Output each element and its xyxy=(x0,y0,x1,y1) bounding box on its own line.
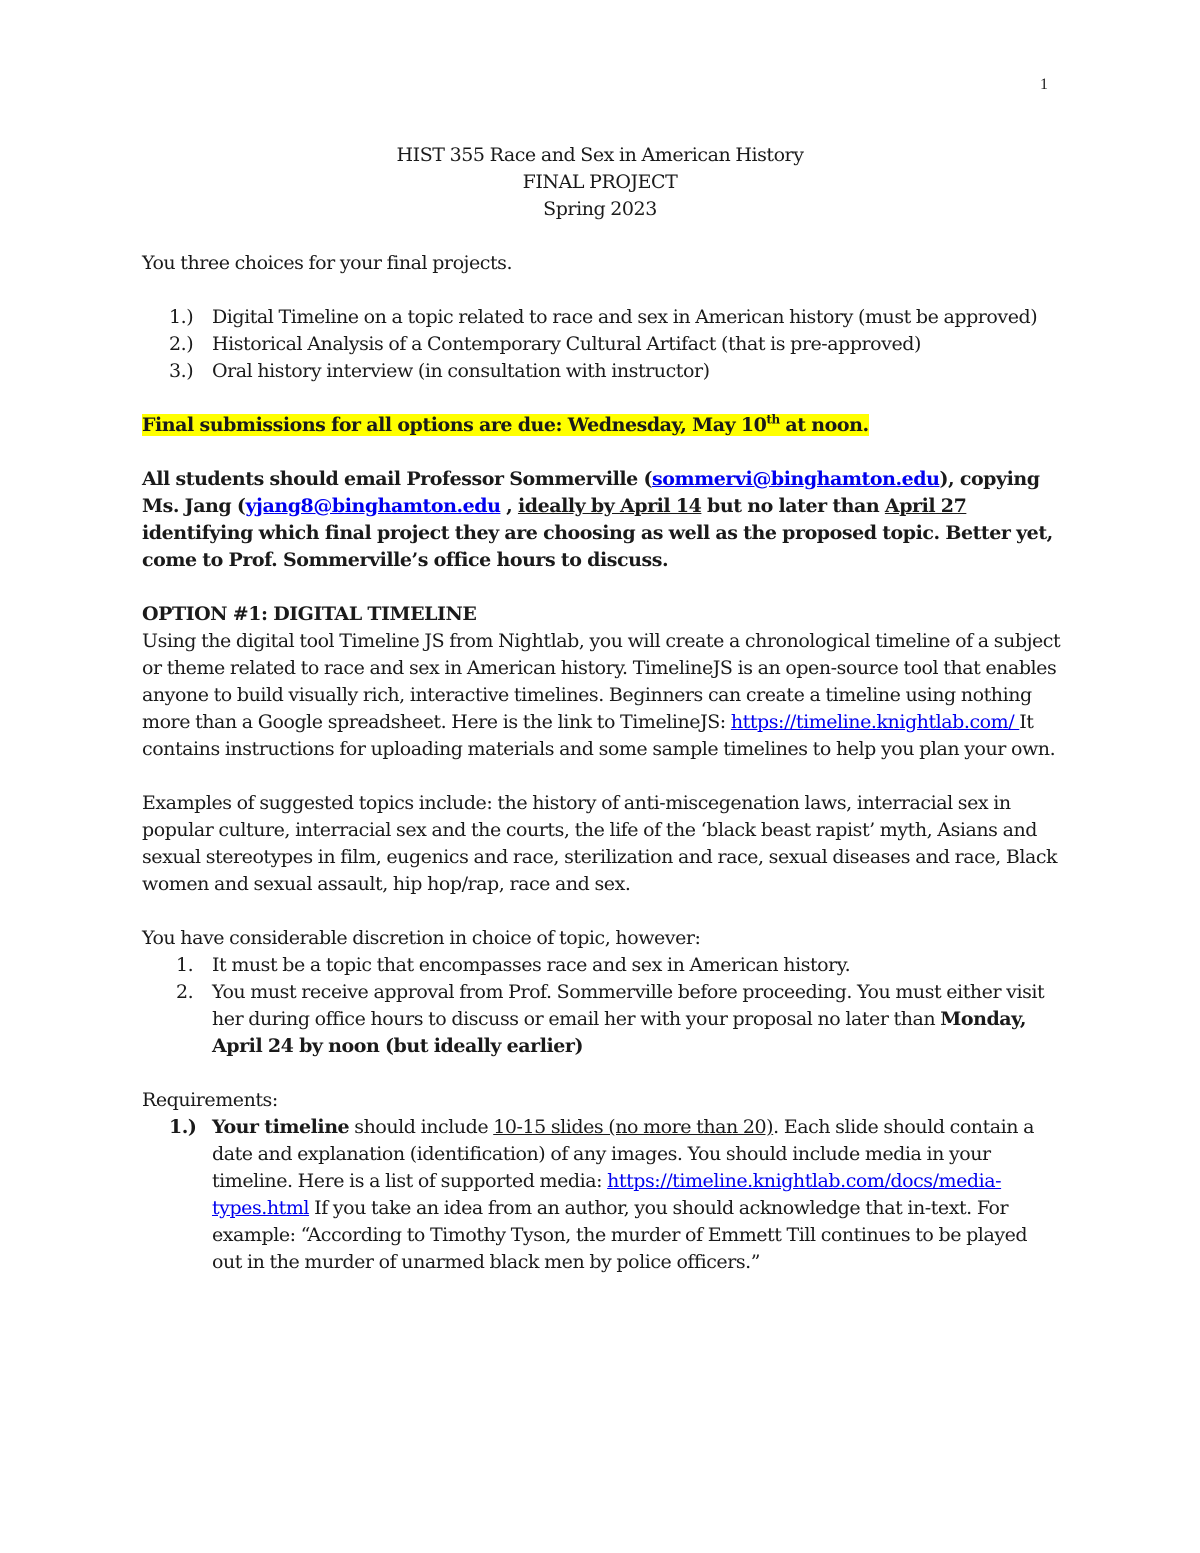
course-title: HIST 355 Race and Sex in American History xyxy=(396,144,804,166)
list-item: 1.) Digital Timeline on a topic related to race and sex in American history (must be approved) xyxy=(169,306,1038,328)
timelinejs-link[interactable]: https://timeline.knightlab.com/ xyxy=(730,711,1020,733)
choices-list xyxy=(142,304,1062,385)
requirements-label: Requirements: xyxy=(142,1089,278,1111)
term: Spring 2023 xyxy=(543,198,657,220)
list-item: 2. You must receive approval from Prof. Sommerville before proceeding. You must either visit her during office hours to discuss or email her with your proposal no later than Monday, April 24 by noon (but ideally earlier) xyxy=(176,981,1045,1057)
deadline-notice: Final submissions for all options are due: Wednesday, May 10th at noon. xyxy=(142,412,869,436)
project-title: FINAL PROJECT xyxy=(522,171,678,193)
choice-text: Oral history interview (in consultation with instructor) xyxy=(212,360,710,382)
choice-text: Historical Analysis of a Contemporary Cultural Artifact (that is pre-approved) xyxy=(212,333,921,355)
intro-text: You three choices for your final projects. xyxy=(142,252,513,274)
list-item: 2.) Historical Analysis of a Contemporary Cultural Artifact (that is pre-approved) xyxy=(169,333,921,355)
document-body xyxy=(142,142,1062,1276)
page-number: 1 xyxy=(1040,76,1048,93)
rules-list xyxy=(142,952,1062,1060)
email-link-sommerville[interactable]: sommervi@binghamton.edu xyxy=(651,468,940,490)
discretion-text: You have considerable discretion in choice of topic, however: xyxy=(142,927,701,949)
suggested-topics: Examples of suggested topics include: the history of anti-miscegenation laws, interracial sex in popular culture, interracial sex and the courts, the life of the ‘black beast rapist’ myth, Asians and sexual stereotypes in film, eugenics and race, sterilization and race, sexual diseases and race, Black women and sexual assault, hip hop/rap, race and sex. xyxy=(142,792,1058,895)
media-types-link[interactable]: https://timeline.knightlab.com/docs/media-types.html xyxy=(212,1170,1002,1219)
list-item: 1. It must be a topic that encompasses race and sex in American history. xyxy=(176,954,851,976)
choice-text: Digital Timeline on a topic related to race and sex in American history (must be approved) xyxy=(212,306,1038,328)
option1-heading: OPTION #1: DIGITAL TIMELINE xyxy=(142,603,477,625)
email-instructions: All students should email Professor Sommerville (sommervi@binghamton.edu), copying Ms. Jang (yjang8@binghamton.edu , ideally by April 14 but no later than April 27 identifying which final project they are choosing as well as the proposed topic. Better yet, come to Prof. Sommerville’s office hours to discuss. xyxy=(142,468,1053,571)
list-item: 3.) Oral history interview (in consultation with instructor) xyxy=(169,360,710,382)
option1-description: Using the digital tool Timeline JS from Nightlab, you will create a chronological timeline of a subject or theme related to race and sex in American history. TimelineJS is an open-source tool that enables anyone to build visually rich, interactive timelines. Beginners can create a timeline using nothing more than a Google spreadsheet. Here is the link to TimelineJS: https://timeline.knightlab.com/ It contains instructions for uploading materials and some sample timelines to help you plan your own. xyxy=(142,630,1061,760)
list-item: 1.) Your timeline should include 10-15 slides (no more than 20). Each slide should contain a date and explanation (identification) of any images. You should include media in your timeline. Here is a list of supported media: https://timeline.knightlab.com/docs/media-types.html If you take an idea from an author, you should acknowledge that in-text. For example: “According to Timothy Tyson, the murder of Emmett Till continues to be played out in the murder of unarmed black men by police officers.” xyxy=(169,1116,1035,1273)
email-link-jang[interactable]: yjang8@binghamton.edu xyxy=(245,495,501,517)
requirements-list xyxy=(142,1114,1062,1276)
